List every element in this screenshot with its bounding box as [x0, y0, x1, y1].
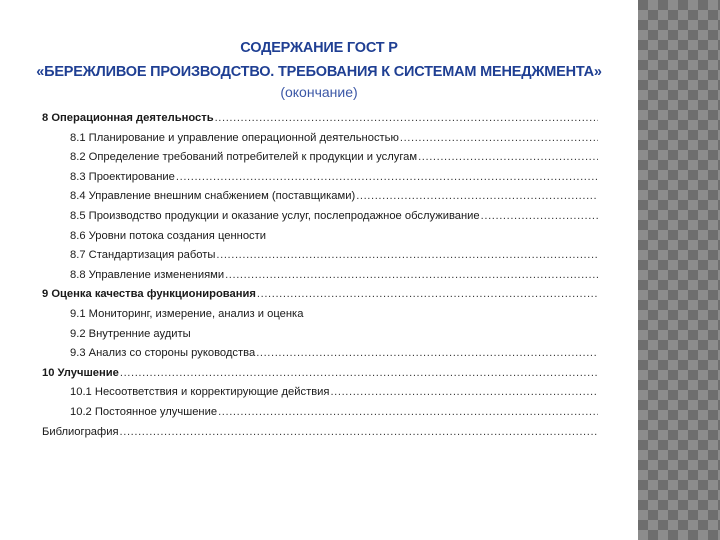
leader-dots	[218, 406, 598, 418]
toc-entry-label: Библиография	[42, 425, 119, 438]
toc-entry-label: 9 Оценка качества функционирования	[42, 288, 256, 301]
leader-dots	[120, 367, 598, 379]
leader-dots	[330, 386, 598, 398]
page-subtitle: (окончание)	[280, 84, 358, 100]
toc-entry	[42, 151, 598, 171]
toc-entry-label: 8.4 Управление внешним снабжением (поставщиками)	[70, 190, 356, 203]
leader-dots	[225, 269, 598, 281]
leader-dots	[481, 210, 598, 222]
toc-entry-label: 8.7 Стандартизация работы	[70, 249, 216, 262]
table-of-contents	[42, 112, 598, 445]
decorative-pattern-strip	[638, 0, 720, 540]
toc-entry	[42, 367, 598, 387]
toc-entry-label: 8 Операционная деятельность	[42, 112, 214, 124]
toc-entry-label: 10.1 Несоответствия и корректирующие действия	[70, 386, 330, 399]
toc-entry-label: 8.5 Производство продукции и оказание услуг, послепродажное обслуживание	[70, 209, 480, 222]
toc-entry	[42, 132, 598, 152]
toc-entry	[42, 308, 598, 328]
toc-entry-label: 10.2 Постоянное улучшение	[70, 405, 218, 418]
leader-dots	[215, 112, 598, 124]
toc-entry	[42, 112, 598, 132]
toc-entry-label: 8.1 Планирование и управление операционной деятельностью	[70, 131, 399, 144]
leader-dots	[400, 132, 598, 144]
toc-entry	[42, 347, 598, 367]
toc-entry-label: 9.1 Мониторинг, измерение, анализ и оценка	[70, 307, 304, 320]
toc-entry	[42, 328, 598, 348]
toc-entry	[42, 171, 598, 191]
leader-dots	[216, 249, 598, 261]
page-title-line2: «БЕРЕЖЛИВОЕ ПРОИЗВОДСТВО. ТРЕБОВАНИЯ К СИСТЕМАМ МЕНЕДЖМЕНТА»	[36, 64, 602, 80]
leader-dots	[176, 171, 598, 183]
toc-entry-label: 8.3 Проектирование	[70, 170, 175, 183]
toc-entry	[42, 406, 598, 426]
toc-entry	[42, 230, 598, 250]
toc-entry	[42, 269, 598, 289]
toc-entry	[42, 190, 598, 210]
leader-dots	[356, 190, 598, 202]
toc-entry	[42, 426, 598, 446]
toc-entry-label: 8.8 Управление изменениями	[70, 268, 225, 281]
toc-entry	[42, 210, 598, 230]
toc-entry-label: 9.2 Внутренние аудиты	[70, 327, 191, 340]
leader-dots	[256, 347, 598, 359]
toc-entry	[42, 386, 598, 406]
leader-dots	[418, 151, 598, 163]
toc-entry	[42, 288, 598, 308]
leader-dots	[120, 426, 598, 438]
toc-entry-label: 10 Улучшение	[42, 366, 119, 379]
toc-entry-label: 8.2 Определение требований потребителей к продукции и услугам	[70, 151, 418, 164]
toc-entry-label: 8.6 Уровни потока создания ценности	[70, 229, 267, 242]
leader-dots	[257, 288, 598, 300]
toc-entry-label: 9.3 Анализ со стороны руководства	[70, 347, 256, 360]
toc-entry	[42, 249, 598, 269]
page-title: СОДЕРЖАНИЕ ГОСТ Р	[240, 40, 398, 56]
